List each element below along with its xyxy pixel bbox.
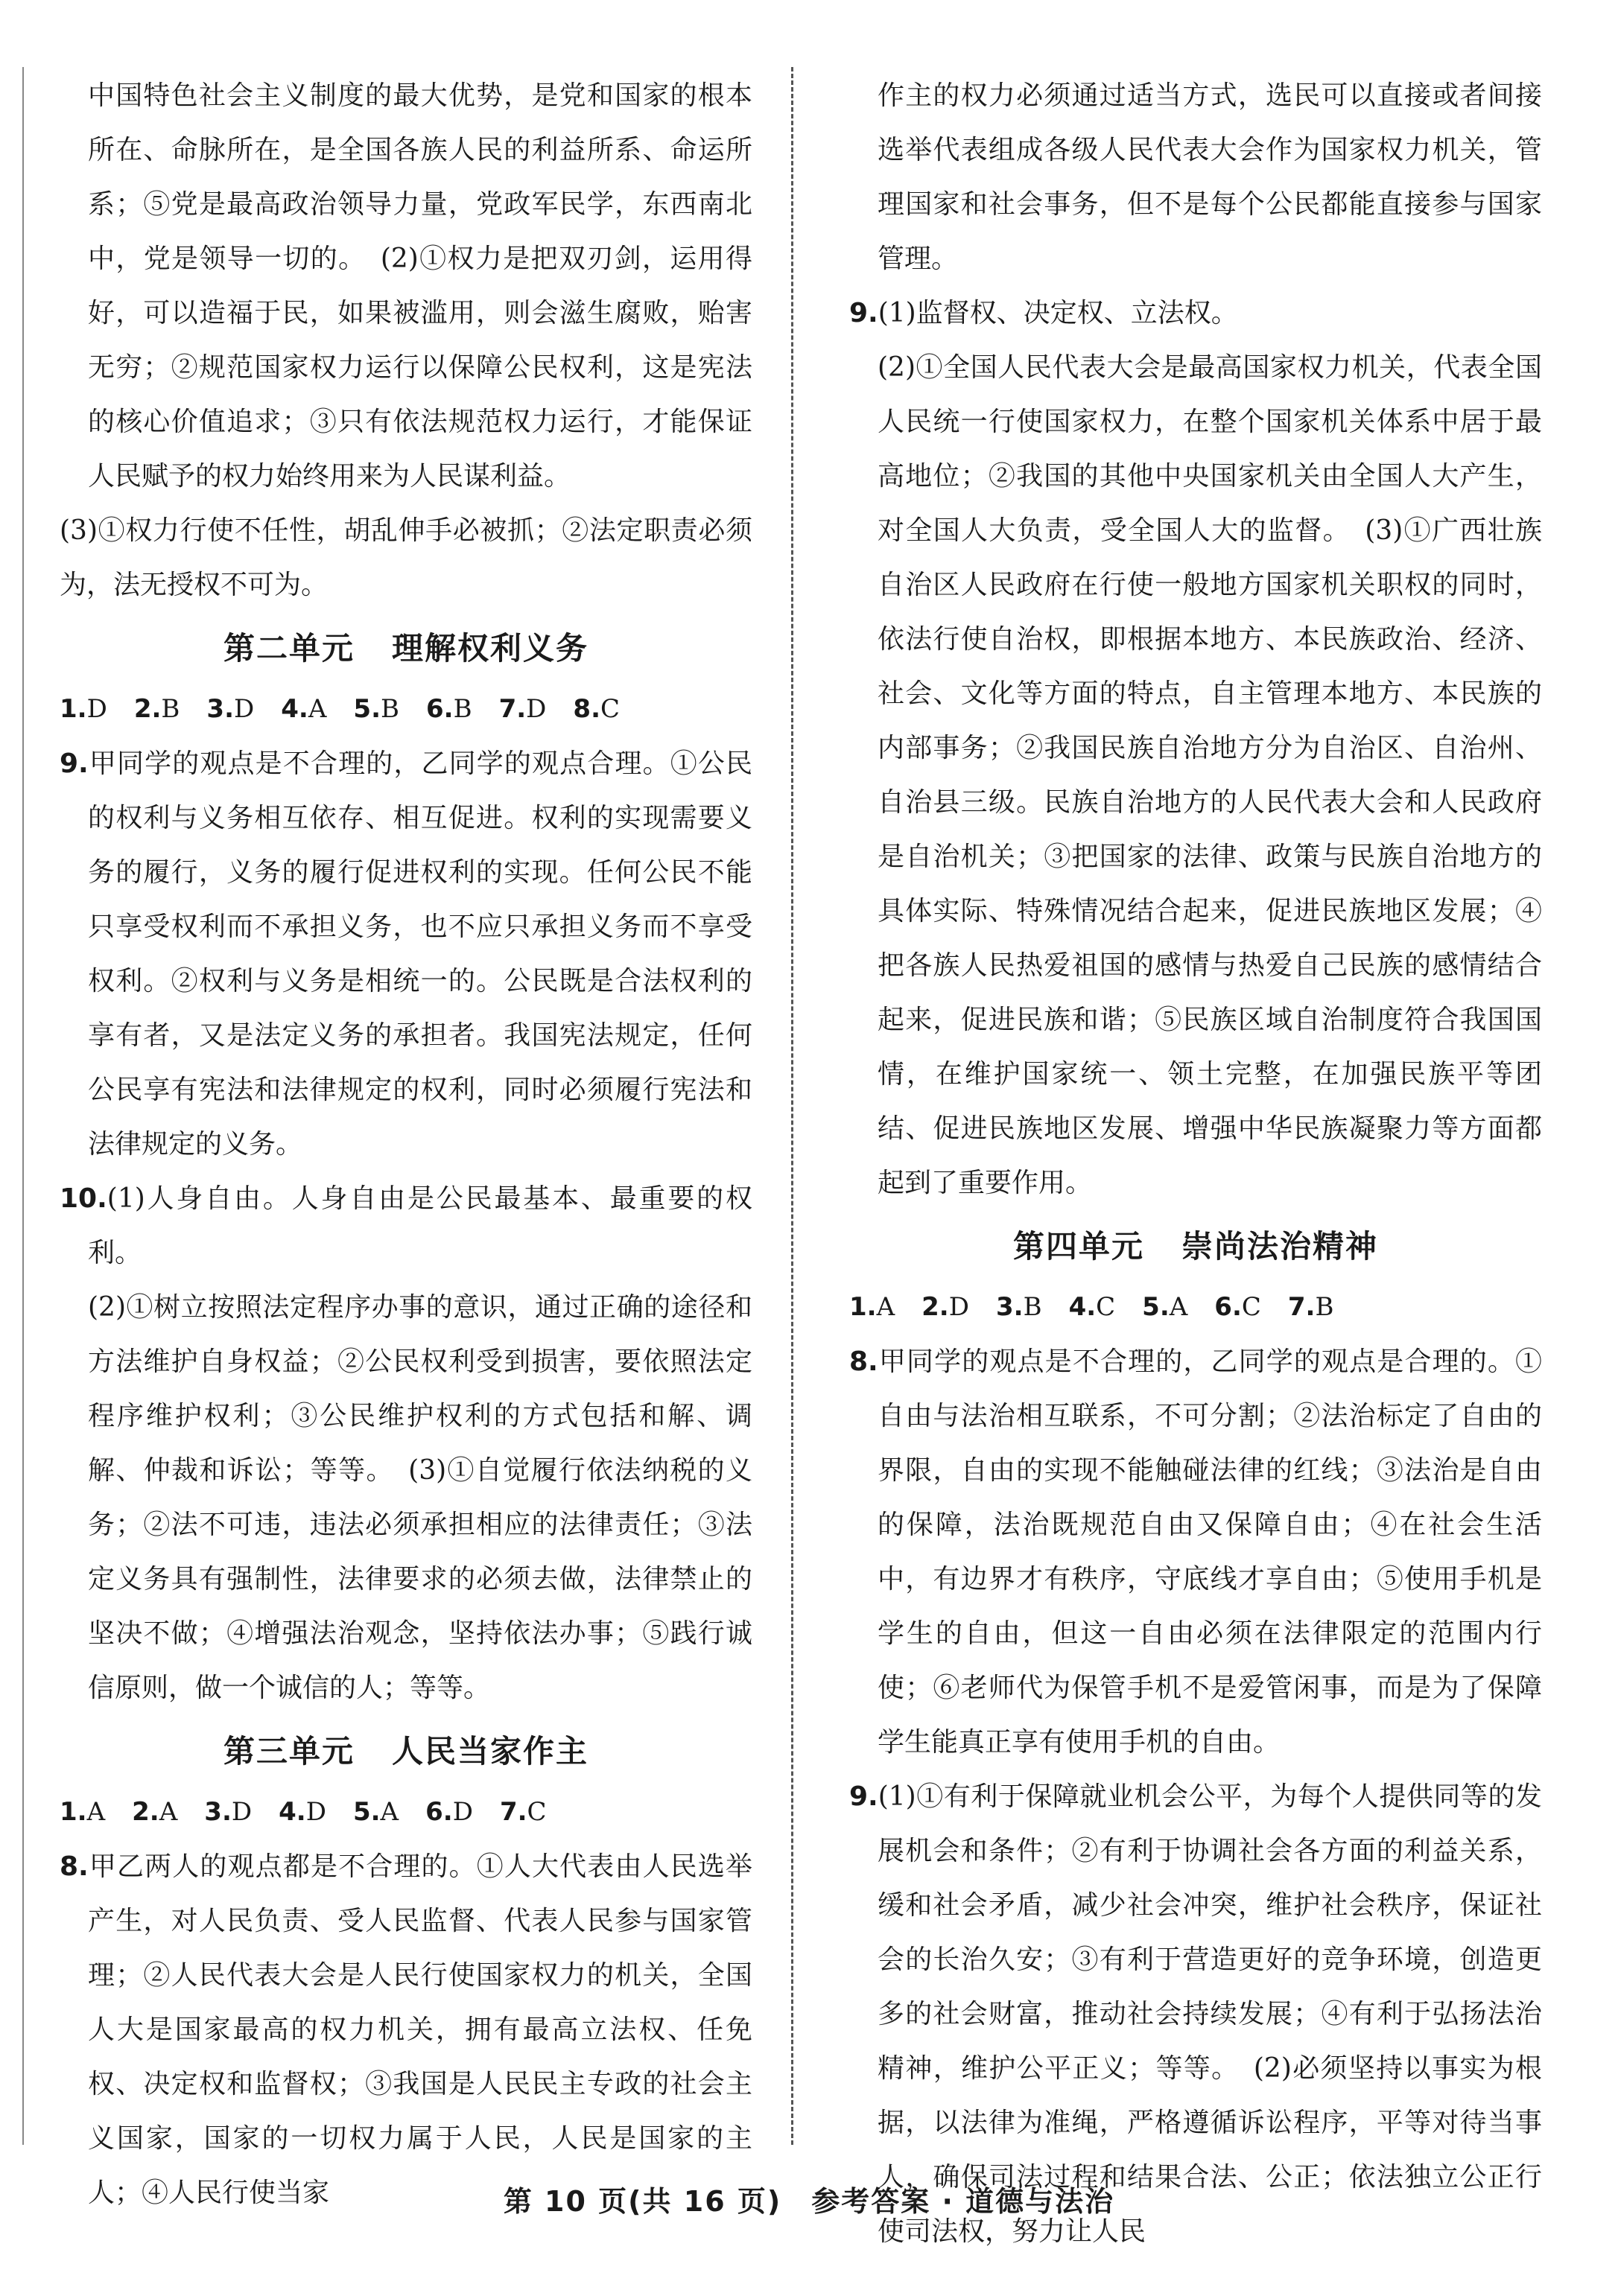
choice-answer: 3.B — [995, 1292, 1042, 1322]
question-text: 甲同学的观点是不合理的，乙同学的观点合理。①公民的权利与义务相互依存、相互促进。权利的实现需要义务的履行，义务的履行促进权利的实现。任何公民不能只享受权利而不承担义务，也不应只承担义务而不享受权利。②权利与义务是相统一的。公民既是合法权利的享有者，又是法定义务的承担者。我国宪法规定，任何公民享有宪法和法律规定的权利，同时必须履行宪法和法律规定的义务。 — [88, 748, 752, 1160]
unit2-heading — [60, 623, 752, 675]
question-text: (1)监督权、决定权、立法权。 — [878, 298, 1238, 328]
unit4-question8 — [849, 1335, 1542, 1769]
unit4-heading — [849, 1221, 1542, 1273]
choice-answer: 3.D — [206, 694, 255, 724]
choice-answer: 7.B — [1287, 1292, 1334, 1322]
question-number: 9. — [849, 298, 878, 328]
choice-answer: 6.D — [425, 1797, 473, 1827]
question-text: (1)人身自由。人身自由是公民最基本、最重要的权利。 — [88, 1183, 752, 1268]
left-column — [60, 69, 752, 2220]
unit4-title: 崇尚法治精神 — [1181, 1228, 1379, 1265]
unit2-question9 — [60, 737, 752, 1171]
unit2-title: 理解权利义务 — [392, 630, 589, 667]
unit4-number: 第四单元 — [1012, 1228, 1144, 1265]
unit2-question10-continued: (2)①树立按照法定程序办事的意识，通过正确的途径和方法维护自身权益；②公民权利受到损害，要依照法定程序维护权利；③公民维护权利的方式包括和解、调解、仲裁和诉讼；等等。 (3)①自觉履行依法纳税的义务；②法不可违，违法必须承担相应的法律责任；③法定义务具有强制性，法律要求的必须去做，法律禁止的坚决不做；④增强法治观念，坚持依法办事；⑤践行诚信原则，做一个诚信的人；等等。 — [88, 1292, 752, 1703]
choice-answer: 4.A — [281, 694, 327, 724]
right-column — [849, 69, 1542, 2259]
choice-answer: 5.A — [352, 1797, 399, 1827]
unit2-number: 第二单元 — [223, 630, 355, 667]
choice-answer: 6.C — [1214, 1292, 1261, 1322]
question-text: 甲同学的观点是不合理的，乙同学的观点是合理的。①自由与法治相互联系，不可分割；②法治标定了自由的界限，自由的实现不能触碰法律的红线；③法治是自由的保障，法治既规范自由又保障自由；④在社会生活中，有边界才有秩序，守底线才享自由；⑤使用手机是学生的自由，但这一自由必须在法律限定的范围内行使；⑥老师代为保管手机不是爱管闲事，而是为了保障学生能真正享有使用手机的自由。 — [878, 1346, 1542, 1758]
choice-answer: 6.B — [425, 694, 472, 724]
choice-answer: 8.C — [573, 694, 620, 724]
unit3-number: 第三单元 — [223, 1733, 355, 1769]
question-text: (1)①有利于保障就业机会公平，为每个人提供同等的发展机会和条件；②有利于协调社会各方面的利益关系，缓和社会矛盾，减少社会冲突，维护社会秩序，保证社会的长治久安；③有利于营造更好的竞争环境，创造更多的社会财富，推动社会持续发展；④有利于弘扬法治精神，维护公平正义；等等。 (2)必须坚持以事实为根据，以法律为准绳，严格遵循诉讼程序，平等对待当事人，确保司法过程和结果合法、公正；依法独立公正行使司法权，努力让人民 — [878, 1781, 1542, 2247]
question-number: 8. — [60, 1851, 89, 1882]
unit4-choice-answers — [849, 1280, 1542, 1335]
choice-answer: 1.A — [60, 1797, 106, 1827]
unit2-question10 — [60, 1171, 752, 1280]
unit3-question9 — [849, 286, 1542, 340]
unit3-question9-continued: (2)①全国人民代表大会是最高国家权力机关，代表全国人民统一行使国家权力，在整个国家机关体系中居于最高地位；②我国的其他中央国家机关由全国人大产生，对全国人大负责，受全国人大的监督。 (3)①广西壮族自治区人民政府在行使一般地方国家机关职权的同时，依法行使自治权，即根据本地方、本民族政治、经济、社会、文化等方面的特点，自主管理本地方、本民族的内部事务；②我国民族自治地方分为自治区、自治州、自治县三级。民族自治地方的人民代表大会和人民政府是自治机关；③把国家的法律、政策与民族自治地方的具体实际、特殊情况结合起来，促进民族地区发展；④把各族人民热爱祖国的感情与热爱自己民族的感情结合起来，促进民族和谐；⑤民族区域自治制度符合我国国情，在维护国家统一、领土完整，在加强民族平等团结、促进民族地区发展、增强中华民族凝聚力等方面都起到了重要作用。 — [878, 352, 1542, 1198]
question-number: 10. — [60, 1183, 107, 1214]
unit3-title: 人民当家作主 — [392, 1733, 589, 1769]
footer-subject: 参考答案 · 道德与法治 — [811, 2185, 1115, 2218]
choice-answer: 2.D — [921, 1292, 969, 1322]
choice-answer: 5.A — [1142, 1292, 1188, 1322]
choice-answer: 4.D — [279, 1797, 326, 1827]
choice-answer: 3.D — [204, 1797, 253, 1827]
unit3-choice-answers — [60, 1785, 752, 1839]
unit2-choice-answers — [60, 682, 752, 737]
question-number: 9. — [849, 1781, 878, 1812]
question-number: 9. — [60, 748, 89, 779]
page-number: 第 10 页(共 16 页) — [503, 2185, 782, 2218]
choice-answer: 4.C — [1068, 1292, 1116, 1322]
unit3-question8 — [60, 1839, 752, 2220]
choice-answer: 1.A — [849, 1292, 895, 1322]
choice-answer: 2.A — [132, 1797, 178, 1827]
question-number: 8. — [849, 1346, 878, 1377]
choice-answer: 7.D — [498, 694, 547, 724]
page-footer — [0, 2178, 1618, 2219]
paragraph-part3: (3)①权力行使不任性，胡乱伸手必被抓；②法定职责必须为，法无授权不可为。 — [60, 515, 752, 600]
column-divider — [791, 67, 793, 2145]
choice-answer: 7.C — [499, 1797, 547, 1827]
unit3-heading — [60, 1726, 752, 1778]
question-text: 甲乙两人的观点都是不合理的。①人大代表由人民选举产生，对人民负责、受人民监督、代表人民参与国家管理；②人民代表大会是人民行使国家权力的机关，全国人大是国家最高的权力机关，拥有最高立法权、任免权、决定权和监督权；③我国是人民民主专政的社会主义国家，国家的一切权力属于人民，人民是国家的主人；④人民行使当家 — [88, 1851, 752, 2208]
left-binding-edge — [22, 67, 24, 2145]
paragraph-continuation: 中国特色社会主义制度的最大优势，是党和国家的根本所在、命脉所在，是全国各族人民的利益所系、命运所系；⑤党是最高政治领导力量，党政军民学，东西南北中，党是领导一切的。 (2)①权力是把双刃剑，运用得好，可以造福于民，如果被滥用，则会滋生腐败，贻害无穷；②规范国家权力运行以保障公民权利，这是宪法的核心价值追求；③只有依法规范权力运行，才能保证人民赋予的权力始终用来为人民谋利益。 — [88, 80, 752, 492]
choice-answer: 2.B — [133, 694, 180, 724]
choice-answer: 5.B — [353, 694, 399, 724]
choice-answer: 1.D — [60, 694, 107, 724]
paragraph-continuation: 作主的权力必须通过适当方式，选民可以直接或者间接选举代表组成各级人民代表大会作为国家权力机关，管理国家和社会事务，但不是每个公民都能直接参与国家管理。 — [878, 80, 1542, 274]
